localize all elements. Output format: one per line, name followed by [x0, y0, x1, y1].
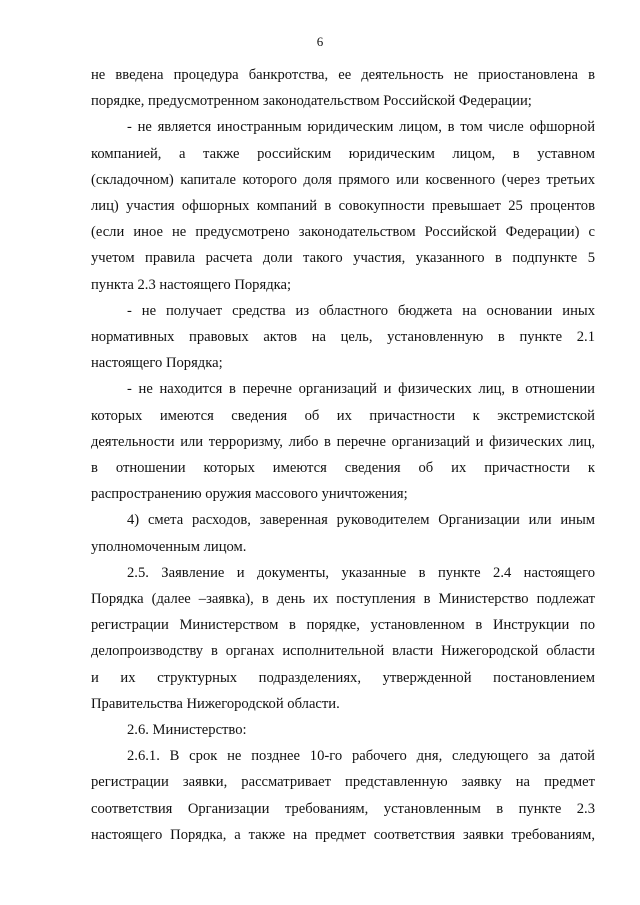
paragraph — [91, 298, 595, 377]
paragraph — [91, 743, 595, 848]
text-line: 4) смета расходов, заверенная руководителем Организации или иным — [127, 512, 595, 529]
text-line: нормативных правовых актов на цель, установленную в пункте 2.1 — [91, 329, 595, 346]
text-line: уполномоченным лицом. — [91, 538, 247, 555]
text-line: регистрации Министерством в порядке, установленном в Инструкции по — [91, 617, 595, 634]
text-line: - не получает средства из областного бюджета на основании иных — [127, 302, 595, 319]
text-line: настоящего Порядка; — [91, 355, 223, 372]
text-line: 2.6.1. В срок не позднее 10-го рабочего дня, следующего за датой — [127, 748, 595, 765]
text-line: компанией, а также российским юридическим лицом, в уставном — [91, 145, 595, 162]
paragraph — [91, 507, 595, 559]
text-line: деятельности или терроризму, либо в перечне организаций и физических лиц, — [91, 433, 595, 450]
text-line: пункта 2.3 настоящего Порядка; — [91, 276, 292, 293]
text-line: учетом правила расчета доли такого участия, указанного в подпункте 5 — [91, 250, 595, 267]
text-line: порядке, предусмотренном законодательством Российской Федерации; — [91, 93, 532, 110]
text-line: распространению оружия массового уничтожения; — [91, 486, 408, 503]
text-line: не введена процедура банкротства, ее деятельность не приостановлена в — [91, 67, 595, 83]
document-body — [91, 62, 595, 848]
text-line: регистрации заявки, рассматривает представленную заявку на предмет — [91, 774, 595, 791]
text-line: соответствия Организации требованиям, установленным в пункте 2.3 — [91, 800, 595, 817]
text-line: в отношении которых имеются сведения об их причастности к — [91, 460, 595, 477]
text-line: 2.6. Министерство: — [127, 722, 247, 739]
text-line: Порядка (далее –заявка), в день их поступления в Министерство подлежат — [91, 591, 595, 608]
paragraph — [91, 376, 595, 507]
text-line: - не находится в перечне организаций и физических лиц, в отношении — [127, 381, 595, 398]
text-line: Правительства Нижегородской области. — [91, 695, 340, 712]
page-number: 6 — [316, 34, 324, 49]
text-line: - не является иностранным юридическим лицом, в том числе офшорной — [127, 119, 595, 136]
text-line: (складочном) капитале которого доля прямого или косвенного (через третьих — [91, 171, 595, 188]
text-line: лиц) участия офшорных компаний в совокупности превышает 25 процентов — [91, 198, 595, 215]
text-line: 2.5. Заявление и документы, указанные в пункте 2.4 настоящего — [127, 564, 595, 581]
text-line: (если иное не предусмотрено законодательством Российской Федерации) с — [91, 224, 595, 241]
text-line: настоящего Порядка, а также на предмет соответствия заявки требованиям, — [91, 826, 595, 843]
text-line: которых имеются сведения об их причастности к экстремистской — [91, 407, 595, 424]
text-line: делопроизводству в органах исполнительной власти Нижегородской области — [91, 643, 595, 660]
paragraph — [91, 717, 595, 743]
paragraph — [91, 560, 595, 717]
text-line: и их структурных подразделениях, утвержденной постановлением — [91, 669, 595, 686]
paragraph — [91, 62, 595, 114]
paragraph — [91, 114, 595, 297]
